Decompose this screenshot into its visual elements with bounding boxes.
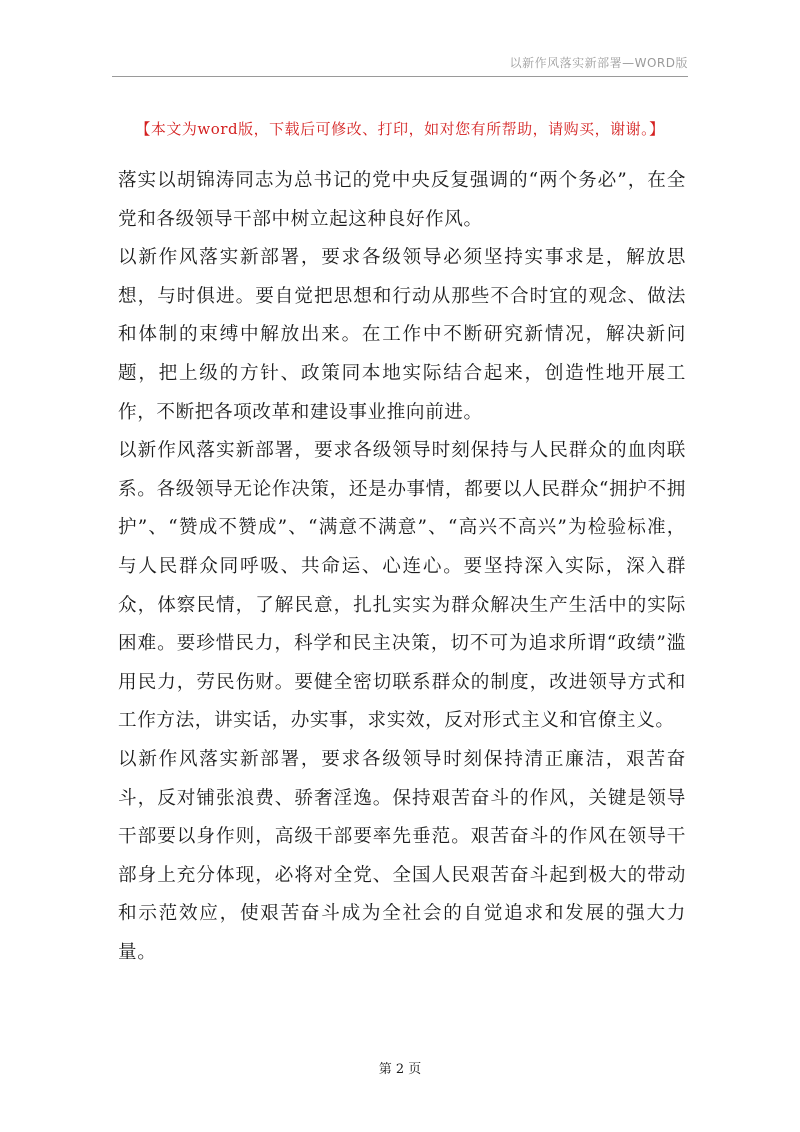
document-body bbox=[118, 162, 686, 972]
paragraph-4: 以新作风落实新部署，要求各级领导时刻保持清正廉洁，艰苦奋斗，反对铺张浪费、骄奢淫逸。保持艰苦奋斗的作风，关键是领导干部要以身作则，高级干部要率先垂范。艰苦奋斗的作风在领导干部身上充分体现，必将对全党、全国人民艰苦奋斗起到极大的带动和示范效应，使艰苦奋斗成为全社会的自觉追求和发展的强大力量。 bbox=[118, 748, 686, 963]
paragraph-2: 以新作风落实新部署，要求各级领导必须坚持实事求是，解放思想，与时俱进。要自觉把思想和行动从那些不合时宜的观念、做法和体制的束缚中解放出来。在工作中不断研究新情况，解决新问题，把上级的方针、政策同本地实际结合起来，创造性地开展工作，不断把各项改革和建设事业推向前进。 bbox=[118, 247, 686, 423]
page-header bbox=[112, 50, 688, 77]
header-title: 以新作风落实新部署—WORD版 bbox=[509, 56, 688, 70]
paragraph-1: 落实以胡锦涛同志为总书记的党中央反复强调的“两个务必”，在全党和各级领导干部中树立起这种良好作风。 bbox=[118, 170, 686, 230]
page-number: 第 2 页 bbox=[378, 1062, 422, 1077]
paragraph-3: 以新作风落实新部署，要求各级领导时刻保持与人民群众的血肉联系。各级领导无论作决策，还是办事情，都要以人民群众“拥护不拥护”、“赞成不赞成”、“满意不满意”、“高兴不高兴”为检验标准，与人民群众同呼吸、共命运、心连心。要坚持深入实际，深入群众，体察民情，了解民意，扎扎实实为群众解决生产生活中的实际困难。要珍惜民力，科学和民主决策，切不可为追求所谓“政绩”滥用民力，劳民伤财。要健全密切联系群众的制度，改进领导方式和工作方法，讲实话，办实事，求实效，反对形式主义和官僚主义。 bbox=[118, 440, 686, 732]
download-notice: 【本文为word版，下载后可修改、打印，如对您有所帮助，请购买，谢谢。】 bbox=[135, 120, 665, 138]
